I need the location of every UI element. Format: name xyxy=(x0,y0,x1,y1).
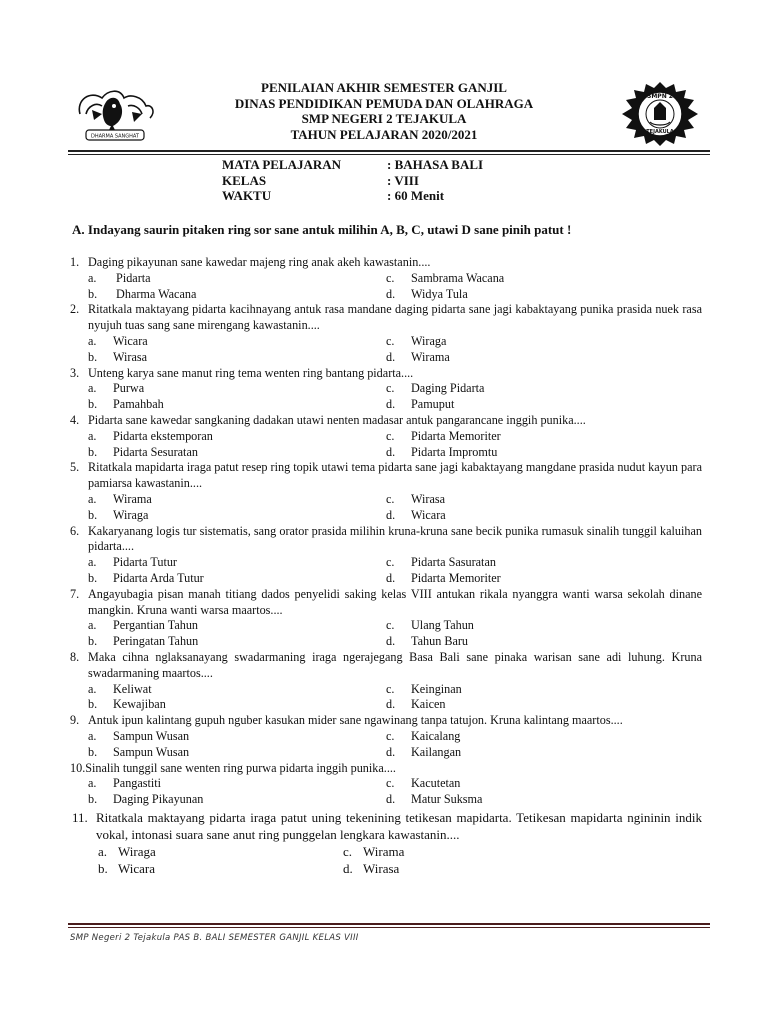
question-text: Angayubagia pisan manah titiang dados penyelidi saking kelas VIII antukan rikala nyanggra wanti warsa sekolah dinane mangkin. Kruna wanti warsa maartos.... xyxy=(88,586,702,617)
question-number: 4. xyxy=(70,412,80,427)
question-number: 5. xyxy=(70,460,80,475)
question-text: Kakaryanang logis tur sistematis, sang orator prasida milihin kruna-kruna sane becik punika rumasuk sinalih tunggil kaluihan pidarta.... xyxy=(88,523,702,554)
option-a: a. Purwa xyxy=(88,381,145,396)
question-text: Daging pikayunan sane kawedar majeng ring anak akeh kawastanin.... xyxy=(88,255,431,269)
question-item xyxy=(70,413,702,460)
header-line-3: SMP NEGERI 2 TEJAKULA xyxy=(301,111,467,127)
header-line-4: TAHUN PELAJARAN 2020/2021 xyxy=(290,126,478,142)
question-item xyxy=(70,809,702,877)
option-d: d. Matur Suksma xyxy=(386,792,483,807)
question-number: 10. xyxy=(70,760,86,775)
document-header xyxy=(0,80,768,142)
question-number: 9. xyxy=(70,713,80,728)
info-label: WAKTU xyxy=(222,188,272,204)
question-number: 3. xyxy=(70,365,80,380)
question-number: 2. xyxy=(70,302,80,317)
left-logo-banner: DHARMA SANGHAT xyxy=(91,133,139,140)
option-c: c. Daging Pidarta xyxy=(386,381,485,396)
option-a: a. Wirama xyxy=(88,491,152,506)
footer-divider-thin xyxy=(68,927,710,928)
question-item xyxy=(70,713,702,760)
question-text: Sinalih tunggil sane wenten ring purwa pidarta inggih punika.... xyxy=(85,760,396,775)
option-a: a. Wicara xyxy=(88,333,148,348)
option-b: b. Pamahbah xyxy=(88,397,164,412)
option-d: d. Wirasa xyxy=(343,860,400,876)
question-list xyxy=(70,255,702,877)
option-d: d. Widya Tula xyxy=(386,286,468,301)
option-a: a. Keliwat xyxy=(88,681,152,696)
option-c: c. Kaicalang xyxy=(386,728,461,743)
option-d: d. Tahun Baru xyxy=(386,634,469,649)
header-line-2: DINAS PENDIDIKAN PEMUDA DAN OLAHRAGA xyxy=(234,95,534,111)
option-a: a. Pidarta Tutur xyxy=(88,555,177,570)
option-a: a. Pangastiti xyxy=(88,776,162,791)
question-text: Pidarta sane kawedar sangkaning dadakan utawi nenten madasar antuk pangarancane inggih punika.... xyxy=(88,412,586,427)
footer-divider xyxy=(68,923,710,925)
question-number: 8. xyxy=(70,649,80,664)
question-text: Ritatkala mapidarta iraga patut resep ring topik utawi tema pidarta sane jagi kabaktayang mangdane prasida nudut kayun para pamiarsa kawastanin.... xyxy=(88,460,702,491)
option-d: d. Kailangan xyxy=(386,744,462,759)
info-row-class xyxy=(222,173,483,189)
question-text: Unteng karya sane manut ring tema wenten ring bantang pidarta.... xyxy=(88,365,414,380)
right-logo-bottom-text: TEJAKULA xyxy=(646,129,674,135)
option-d: d. Kaicen xyxy=(386,697,446,712)
option-c: c. Sambrama Wacana xyxy=(386,270,505,285)
page-footer: SMP Negeri 2 Tejakula PAS B. BALI SEMESTER GANJIL KELAS VIII xyxy=(70,933,359,943)
option-b: b. Wirasa xyxy=(88,349,148,364)
question-number: 6. xyxy=(70,523,80,538)
section-instruction: A. Indayang saurin pitaken ring sor sane antuk milihin A, B, C, utawi D sane pinih patut ! xyxy=(72,222,572,237)
question-number: 1. xyxy=(70,255,80,269)
question-number: 11. xyxy=(72,809,88,825)
info-label: KELAS xyxy=(222,172,267,188)
header-line-1: PENILAIAN AKHIR SEMESTER GANJIL xyxy=(261,80,507,95)
option-a: a. Pidarta ekstemporan xyxy=(88,428,213,443)
option-a: a. Pergantian Tahun xyxy=(88,618,199,633)
option-d: d. Pidarta Impromtu xyxy=(386,444,498,459)
option-d: d. Pidarta Memoriter xyxy=(386,570,501,585)
option-a: a. Wiraga xyxy=(98,843,156,859)
info-value: : VIII xyxy=(387,172,419,188)
question-text: Antuk ipun kalintang gupuh nguber kasukan mider sane ngawinang tanpa tatujon. Kruna kalintang maartos.... xyxy=(88,713,623,728)
info-row-time xyxy=(222,188,483,204)
header-divider xyxy=(68,150,710,152)
question-item xyxy=(70,366,702,413)
option-b: b. Daging Pikayunan xyxy=(88,792,204,807)
option-c: c. Pidarta Memoriter xyxy=(386,428,501,443)
header-divider-thin xyxy=(68,154,710,155)
question-item xyxy=(70,255,702,302)
question-item xyxy=(70,524,702,587)
option-b: b. Pidarta Sesuratan xyxy=(88,444,198,459)
option-c: c. Wirasa xyxy=(386,491,446,506)
info-row-subject xyxy=(222,157,483,173)
question-item xyxy=(70,302,702,365)
option-b: b. Sampun Wusan xyxy=(88,744,190,759)
option-b: b. Dharma Wacana xyxy=(88,286,197,301)
info-label: MATA PELAJARAN xyxy=(222,157,342,172)
option-c: c. Wiraga xyxy=(386,333,447,348)
option-b: b. Kewajiban xyxy=(88,697,166,712)
option-b: b. Peringatan Tahun xyxy=(88,634,199,649)
question-text: Ritatkala maktayang pidarta kacihnayang antuk rasa mandane daging pidarta sane jagi kabaktayang punika prasida nuek rasa nyujuh tuas sang sane mirengang kawastanin.... xyxy=(88,302,702,333)
option-b: b. Wicara xyxy=(98,860,156,876)
option-b: b. Wiraga xyxy=(88,507,149,522)
option-b: b. Pidarta Arda Tutur xyxy=(88,570,204,585)
question-item xyxy=(70,761,702,808)
question-item xyxy=(70,460,702,523)
option-d: d. Wicara xyxy=(386,507,446,522)
question-item xyxy=(70,587,702,650)
option-c: c. Pidarta Sasuratan xyxy=(386,555,496,570)
exam-info xyxy=(222,157,483,204)
question-item xyxy=(70,650,702,713)
option-c: c. Kacutetan xyxy=(386,776,461,791)
option-a: a. Sampun Wusan xyxy=(88,728,190,743)
option-c: c. Wirama xyxy=(343,843,405,859)
question-text: Ritatkala maktayang pidarta iraga patut uning tekenining tetikesan mapidarta. Tetikesan mapidarta ngininin indik vokal, intonasi suara sane anut ring punggelan lengkara kawastanin.... xyxy=(96,809,702,842)
question-number: 7. xyxy=(70,586,80,601)
question-text: Maka cihna nglaksanayang swadarmaning iraga ngerajegang Basa Bali sane pinaka warisan sane adi luhung. Kruna swadarmaning maartos.... xyxy=(88,649,702,680)
option-a: a. Pidarta xyxy=(88,270,151,285)
option-d: d. Pamuput xyxy=(386,397,455,412)
right-logo-top-text: SMPN 2 xyxy=(647,93,673,100)
info-value: : BAHASA BALI xyxy=(387,157,484,172)
option-c: c. Ulang Tahun xyxy=(386,618,474,633)
option-c: c. Keinginan xyxy=(386,681,462,696)
option-d: d. Wirama xyxy=(386,349,450,364)
info-value: : 60 Menit xyxy=(387,188,445,204)
